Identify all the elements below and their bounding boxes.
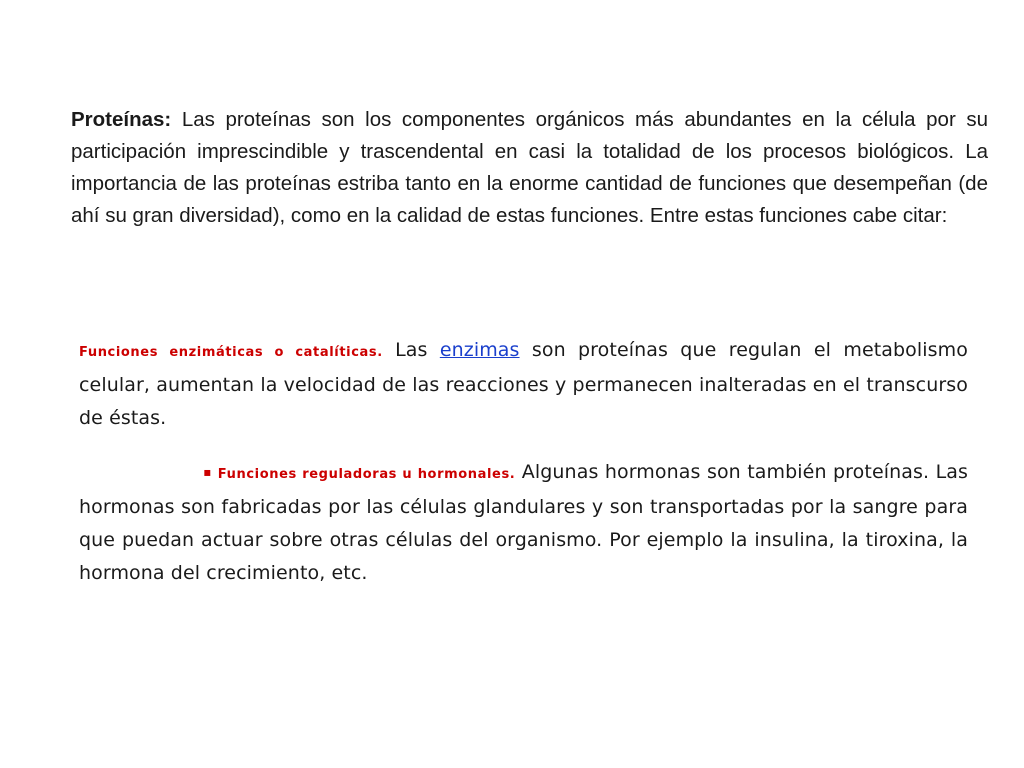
regulatory-paragraph <box>79 456 968 590</box>
enzymatic-title: Funciones enzimáticas o catalíticas. <box>79 345 383 360</box>
intro-paragraph <box>71 104 988 232</box>
enzymatic-post-link: son proteínas que regulan el metabolismo celular, aumentan la velocidad de las reacciones y permanecen inalteradas en el transcurso de éstas. <box>79 339 968 429</box>
intro-lead: Proteínas: <box>71 108 172 131</box>
enzymatic-pre-link: Las <box>382 339 440 361</box>
intro-text: Las proteínas son los componentes orgánicos más abundantes en la célula por su participación imprescindible y trascendental en casi la totalidad de los procesos biológicos. La importancia de las proteínas estriba tanto en la enorme cantidad de funciones que desempeñan (de ahí su gran diversidad), como en la calidad de estas funciones. Entre estas funciones cabe citar: <box>71 108 988 227</box>
bullet-icon: ▪ <box>203 465 212 479</box>
enzimas-link[interactable]: enzimas <box>439 339 520 361</box>
enzymatic-paragraph <box>79 334 968 435</box>
regulatory-title: Funciones reguladoras u hormonales. <box>217 467 516 482</box>
regulatory-text: Algunas hormonas son también proteínas. Las hormonas son fabricadas por las células glandulares y son transportadas por la sangre para que puedan actuar sobre otras células del organismo. Por ejemplo la insulina, la tiroxina, la hormona del crecimiento, etc. <box>79 461 968 584</box>
